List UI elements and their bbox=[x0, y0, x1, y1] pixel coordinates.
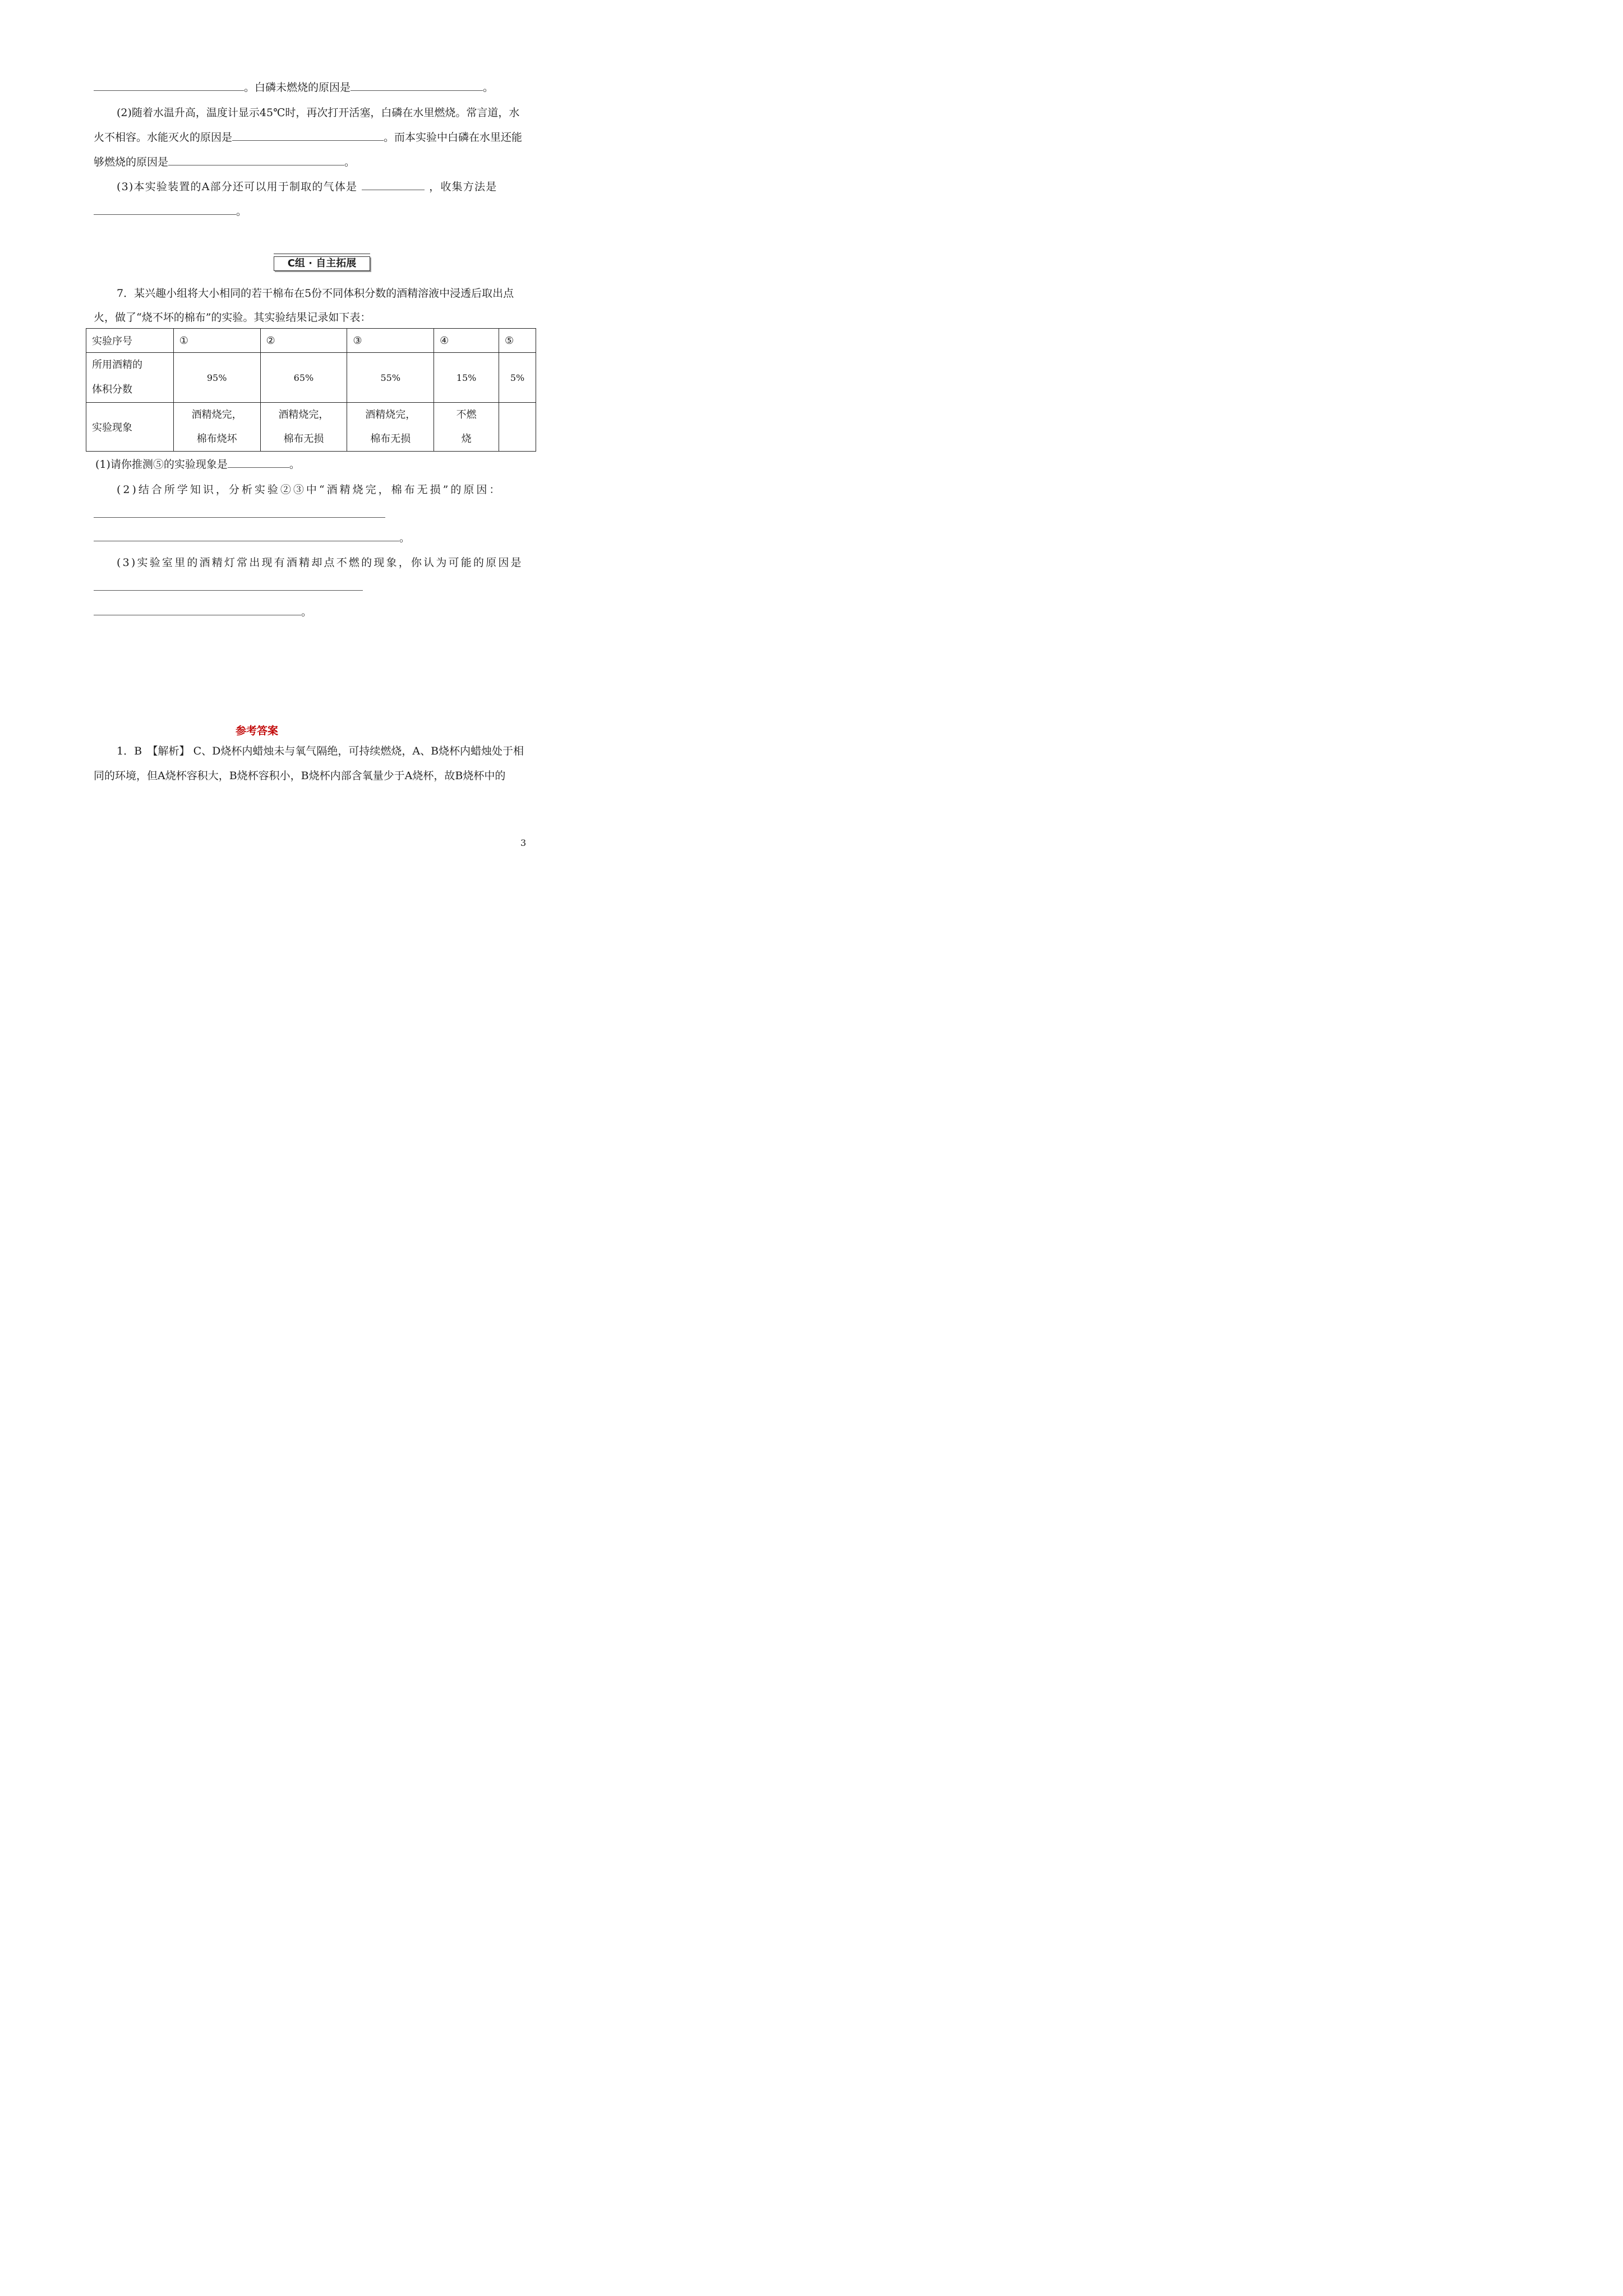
q6-part2-line2: 火不相容。水能灭火的原因是 。而本实验中白磷在水里还能 bbox=[94, 131, 523, 144]
q7-sub3-line3: 。 bbox=[94, 605, 312, 619]
answer-blank[interactable] bbox=[94, 605, 301, 615]
table-cell: 5% bbox=[499, 353, 536, 403]
table-cell: 酒精烧完， 棉布无损 bbox=[347, 403, 434, 452]
q6-line-0: 。白磷未燃烧的原因是 。 bbox=[94, 80, 494, 95]
page-number: 3 bbox=[520, 838, 527, 848]
table-cell: ① bbox=[173, 329, 260, 353]
answer-blank[interactable] bbox=[351, 80, 483, 91]
section-header bbox=[274, 254, 370, 272]
q7-sub1: (1)请你推测⑤的实验现象是 。 bbox=[95, 458, 300, 471]
experiment-table bbox=[86, 328, 536, 452]
q6-part3-line2: 。 bbox=[94, 204, 247, 219]
section-header-label: C组 · 自主拓展 bbox=[274, 256, 370, 271]
table-cell-empty[interactable] bbox=[499, 403, 536, 452]
table-cell: ② bbox=[260, 329, 347, 353]
q7-sub2-line1: (2)结合所学知识，分析实验②③中“酒精烧完，棉布无损”的原因： bbox=[117, 484, 502, 496]
q6-part2-line3: 够燃烧的原因是 。 bbox=[94, 156, 356, 168]
table-cell: 15% bbox=[434, 353, 499, 403]
table-header-cell: 实验现象 bbox=[86, 403, 174, 452]
q6-part2-line1: (2)随着水温升高，温度计显示45℃时，再次打开活塞，白磷在水里燃烧。常言道，水 bbox=[117, 107, 520, 119]
answer-blank[interactable] bbox=[94, 531, 399, 541]
answer-blank[interactable] bbox=[228, 457, 289, 468]
table-header-cell: 所用酒精的 体积分数 bbox=[86, 353, 174, 403]
q6-part3-line1: (3)本实验装置的A部分还可以用于制取的气体是 ，收集方法是 bbox=[117, 181, 497, 193]
table-cell: ③ bbox=[347, 329, 434, 353]
table-cell: 酒精烧完， 棉布烧坏 bbox=[173, 403, 260, 452]
answer-blank[interactable] bbox=[362, 180, 425, 190]
table-header-cell: 实验序号 bbox=[86, 329, 174, 353]
answer-blank[interactable] bbox=[168, 155, 344, 165]
q7-sub2-line3: 。 bbox=[94, 531, 410, 545]
answers-title: 参考答案 bbox=[236, 725, 279, 737]
table-row-phenomenon bbox=[86, 403, 536, 452]
answer-blank[interactable] bbox=[232, 130, 384, 141]
answer-blank[interactable] bbox=[94, 204, 236, 215]
table-cell: ④ bbox=[434, 329, 499, 353]
table-row-number bbox=[86, 329, 536, 353]
q7-intro-line2: 火，做了“烧不坏的棉布”的实验。其实验结果记录如下表： bbox=[94, 311, 371, 324]
table-cell: 95% bbox=[173, 353, 260, 403]
q7-sub3-line1: (3)实验室里的酒精灯常出现有酒精却点不燃的现象，你认为可能的原因是 bbox=[117, 556, 523, 569]
table-cell: ⑤ bbox=[499, 329, 536, 353]
answer-blank[interactable] bbox=[94, 507, 385, 518]
table-row-concentration bbox=[86, 353, 536, 403]
answer-blank[interactable] bbox=[94, 80, 244, 91]
table-cell: 65% bbox=[260, 353, 347, 403]
q7-intro-line1: 7．某兴趣小组将大小相同的若干棉布在5份不同体积分数的酒精溶液中浸透后取出点 bbox=[117, 287, 514, 300]
table-cell: 55% bbox=[347, 353, 434, 403]
answer-blank[interactable] bbox=[94, 580, 363, 591]
answer-1-line2: 同的环境，但A烧杯容积大，B烧杯容积小，B烧杯内部含氧量少于A烧杯，故B烧杯中的 bbox=[94, 770, 506, 782]
answer-1-line1: 1．B 【解析】 C、D烧杯内蜡烛未与氧气隔绝，可持续燃烧，A、B烧杯内蜡烛处于相 bbox=[117, 745, 524, 757]
q7-sub3-line2 bbox=[94, 580, 363, 595]
table-cell: 酒精烧完， 棉布无损 bbox=[260, 403, 347, 452]
table-cell: 不燃 烧 bbox=[434, 403, 499, 452]
q7-sub2-line2 bbox=[94, 507, 385, 522]
